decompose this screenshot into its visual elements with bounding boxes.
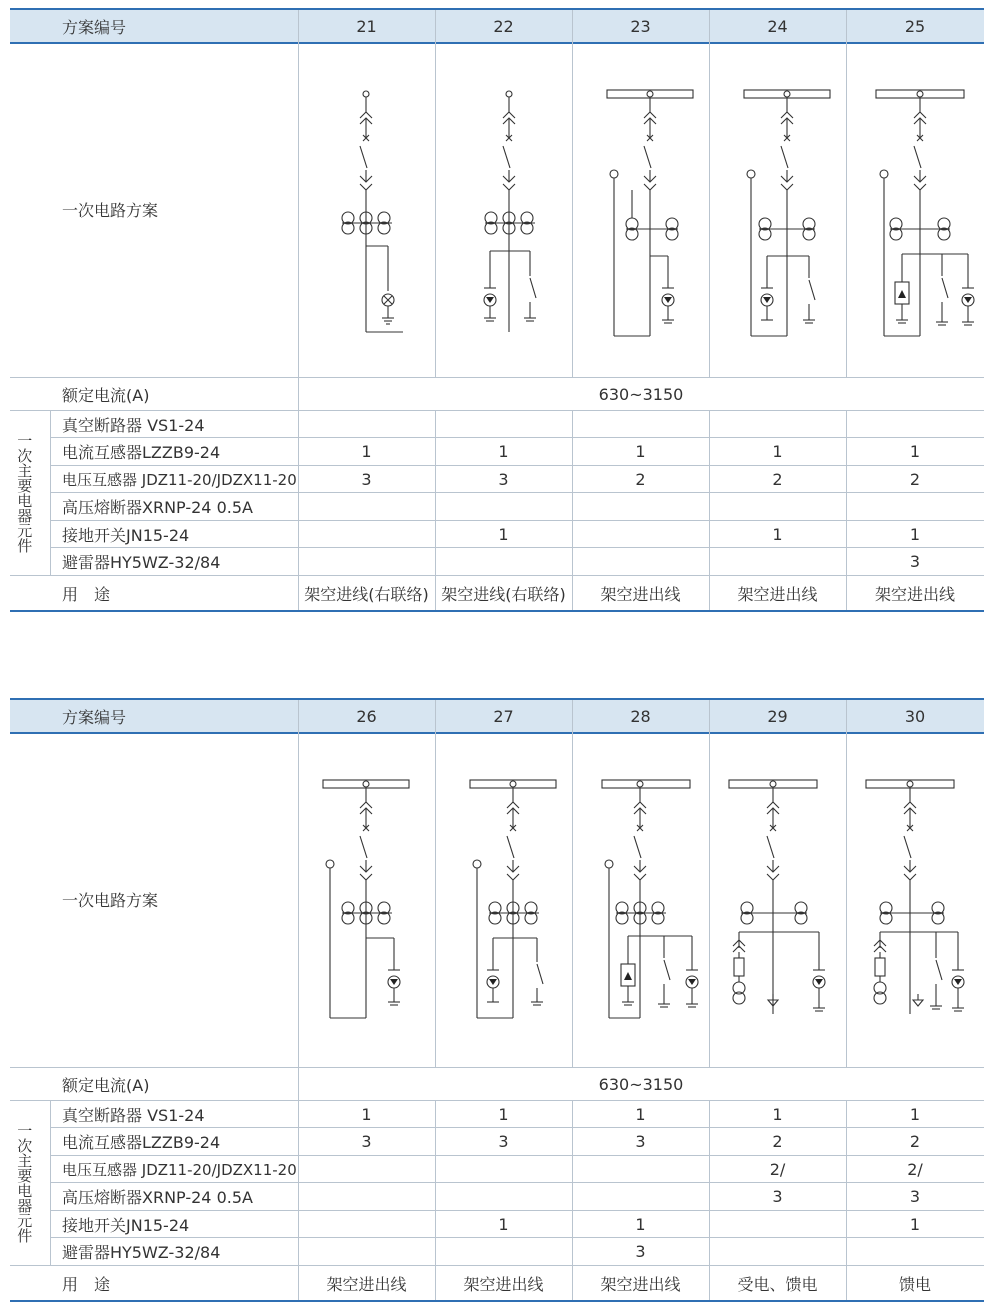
component-label: 接地开关JN15-24 (62, 1215, 190, 1235)
component-quantity: 3 (635, 1132, 646, 1151)
component-quantity: 1 (909, 442, 921, 461)
usage-label: 用 途 (62, 1274, 111, 1294)
scheme-number: 28 (630, 706, 651, 726)
scheme-table-2 (10, 698, 984, 1302)
component-quantity: 2 (772, 469, 783, 489)
component-quantity (298, 1183, 435, 1210)
circuit-diagram-27 (435, 736, 572, 1067)
usage-value: 受电、馈电 (737, 1274, 818, 1294)
component-quantity: 2 (909, 469, 921, 489)
rated-current-value: 630~3150 (598, 1074, 684, 1094)
scheme-table-1 (10, 8, 984, 612)
component-quantity (572, 548, 709, 575)
usage-value: 架空进出线 (874, 584, 955, 604)
circuit-diagram-22 (435, 46, 572, 377)
usage-value: 馈电 (898, 1274, 931, 1294)
component-quantity (298, 1211, 435, 1237)
component-quantity: 3 (909, 1187, 921, 1206)
component-quantity: 3 (909, 552, 921, 571)
component-label: 电压互感器 JDZ11-20/JDZX11-20 (62, 470, 297, 489)
circuit-diagram-28 (572, 736, 709, 1067)
circuit-diagram-label: 一次电路方案 (62, 200, 159, 220)
component-quantity: 1 (772, 442, 783, 461)
rated-current-value: 630~3150 (598, 384, 684, 404)
scheme-number: 23 (630, 16, 651, 36)
component-quantity: 1 (909, 524, 921, 544)
usage-value: 架空进线(右联络) (304, 584, 429, 604)
component-quantity (572, 1183, 709, 1210)
component-quantity (846, 493, 984, 520)
component-quantity: 3 (498, 1132, 509, 1151)
category-text: 一次主要电器元件 (15, 1123, 34, 1243)
component-label: 高压熔断器XRNP-24 0.5A (62, 498, 253, 517)
component-quantity (709, 1211, 846, 1237)
component-quantity: 2 (909, 1132, 921, 1151)
circuit-diagram-24 (709, 46, 846, 377)
component-quantity: 3 (635, 1242, 646, 1261)
component-quantity: 1 (635, 1214, 646, 1234)
rated-current-label: 额定电流(A) (62, 1075, 150, 1095)
component-label: 避雷器HY5WZ-32/84 (62, 553, 221, 572)
component-quantity (435, 1238, 572, 1265)
component-label: 电流互感器LZZB9-24 (62, 443, 221, 462)
scheme-number: 27 (493, 706, 514, 726)
component-label: 避雷器HY5WZ-32/84 (62, 1243, 221, 1262)
circuit-diagram-29 (709, 736, 846, 1067)
scheme-number: 22 (493, 16, 514, 36)
component-label: 真空断路器 VS1-24 (62, 415, 205, 435)
component-quantity: 1 (772, 1104, 783, 1124)
component-label: 真空断路器 VS1-24 (62, 1105, 205, 1125)
category-label (10, 411, 38, 575)
component-quantity (435, 1156, 572, 1182)
component-label: 电压互感器 JDZ11-20/JDZX11-20 (62, 1160, 297, 1179)
component-quantity (435, 1183, 572, 1210)
component-quantity: 1 (909, 1214, 921, 1234)
component-quantity (435, 493, 572, 520)
component-quantity: 2 (772, 1132, 783, 1151)
component-quantity (572, 1156, 709, 1182)
usage-value: 架空进出线 (463, 1274, 544, 1294)
component-label: 高压熔断器XRNP-24 0.5A (62, 1188, 253, 1207)
scheme-number: 21 (356, 16, 377, 36)
component-quantity (435, 548, 572, 575)
component-quantity (709, 548, 846, 575)
component-quantity: 1 (909, 1104, 921, 1124)
circuit-diagram-label: 一次电路方案 (62, 890, 159, 910)
component-quantity (709, 493, 846, 520)
usage-value: 架空进出线 (737, 584, 818, 604)
scheme-number: 25 (904, 16, 926, 36)
scheme-number: 26 (356, 706, 377, 726)
circuit-diagram-23 (572, 46, 709, 377)
component-quantity (572, 411, 709, 437)
component-quantity: 3 (361, 1132, 372, 1151)
category-text: 一次主要电器元件 (15, 433, 34, 553)
circuit-diagram-21 (298, 46, 435, 377)
component-quantity (298, 411, 435, 437)
component-quantity (435, 411, 572, 437)
component-quantity: 2 (635, 469, 646, 489)
scheme-number: 29 (767, 706, 788, 726)
category-label (10, 1101, 38, 1265)
component-quantity (572, 521, 709, 547)
component-quantity: 1 (361, 442, 372, 461)
circuit-diagram-30 (846, 736, 984, 1067)
component-quantity: 3 (361, 469, 372, 489)
component-quantity: 1 (772, 524, 783, 544)
component-quantity: 1 (498, 524, 509, 544)
header-label: 方案编号 (62, 17, 127, 37)
rated-current-label: 额定电流(A) (62, 385, 150, 405)
usage-value: 架空进出线 (600, 1274, 681, 1294)
component-quantity (298, 1156, 435, 1182)
component-quantity (298, 521, 435, 547)
usage-value: 架空进出线 (326, 1274, 407, 1294)
component-quantity: 1 (498, 1214, 509, 1234)
component-quantity: 1 (498, 1104, 509, 1124)
scheme-number: 30 (904, 706, 926, 726)
component-label: 电流互感器LZZB9-24 (62, 1133, 221, 1152)
circuit-diagram-25 (846, 46, 984, 377)
component-quantity: 1 (498, 442, 509, 461)
component-quantity (709, 1238, 846, 1265)
component-quantity: 1 (361, 1104, 372, 1124)
component-quantity (846, 411, 984, 437)
component-quantity: 2/ (907, 1159, 923, 1179)
header-label: 方案编号 (62, 707, 127, 727)
component-quantity (298, 548, 435, 575)
component-quantity (846, 1238, 984, 1265)
component-quantity: 3 (498, 469, 509, 489)
usage-label: 用 途 (62, 584, 111, 604)
component-quantity (298, 493, 435, 520)
component-quantity: 1 (635, 1104, 646, 1124)
component-quantity: 3 (772, 1187, 783, 1206)
component-quantity (572, 493, 709, 520)
component-quantity: 1 (635, 442, 646, 461)
usage-value: 架空进线(右联络) (441, 584, 566, 604)
usage-value: 架空进出线 (600, 584, 681, 604)
component-quantity: 2/ (769, 1159, 786, 1179)
component-quantity (298, 1238, 435, 1265)
component-quantity (709, 411, 846, 437)
circuit-diagram-26 (298, 736, 435, 1067)
component-label: 接地开关JN15-24 (62, 525, 190, 545)
scheme-number: 24 (767, 16, 788, 36)
